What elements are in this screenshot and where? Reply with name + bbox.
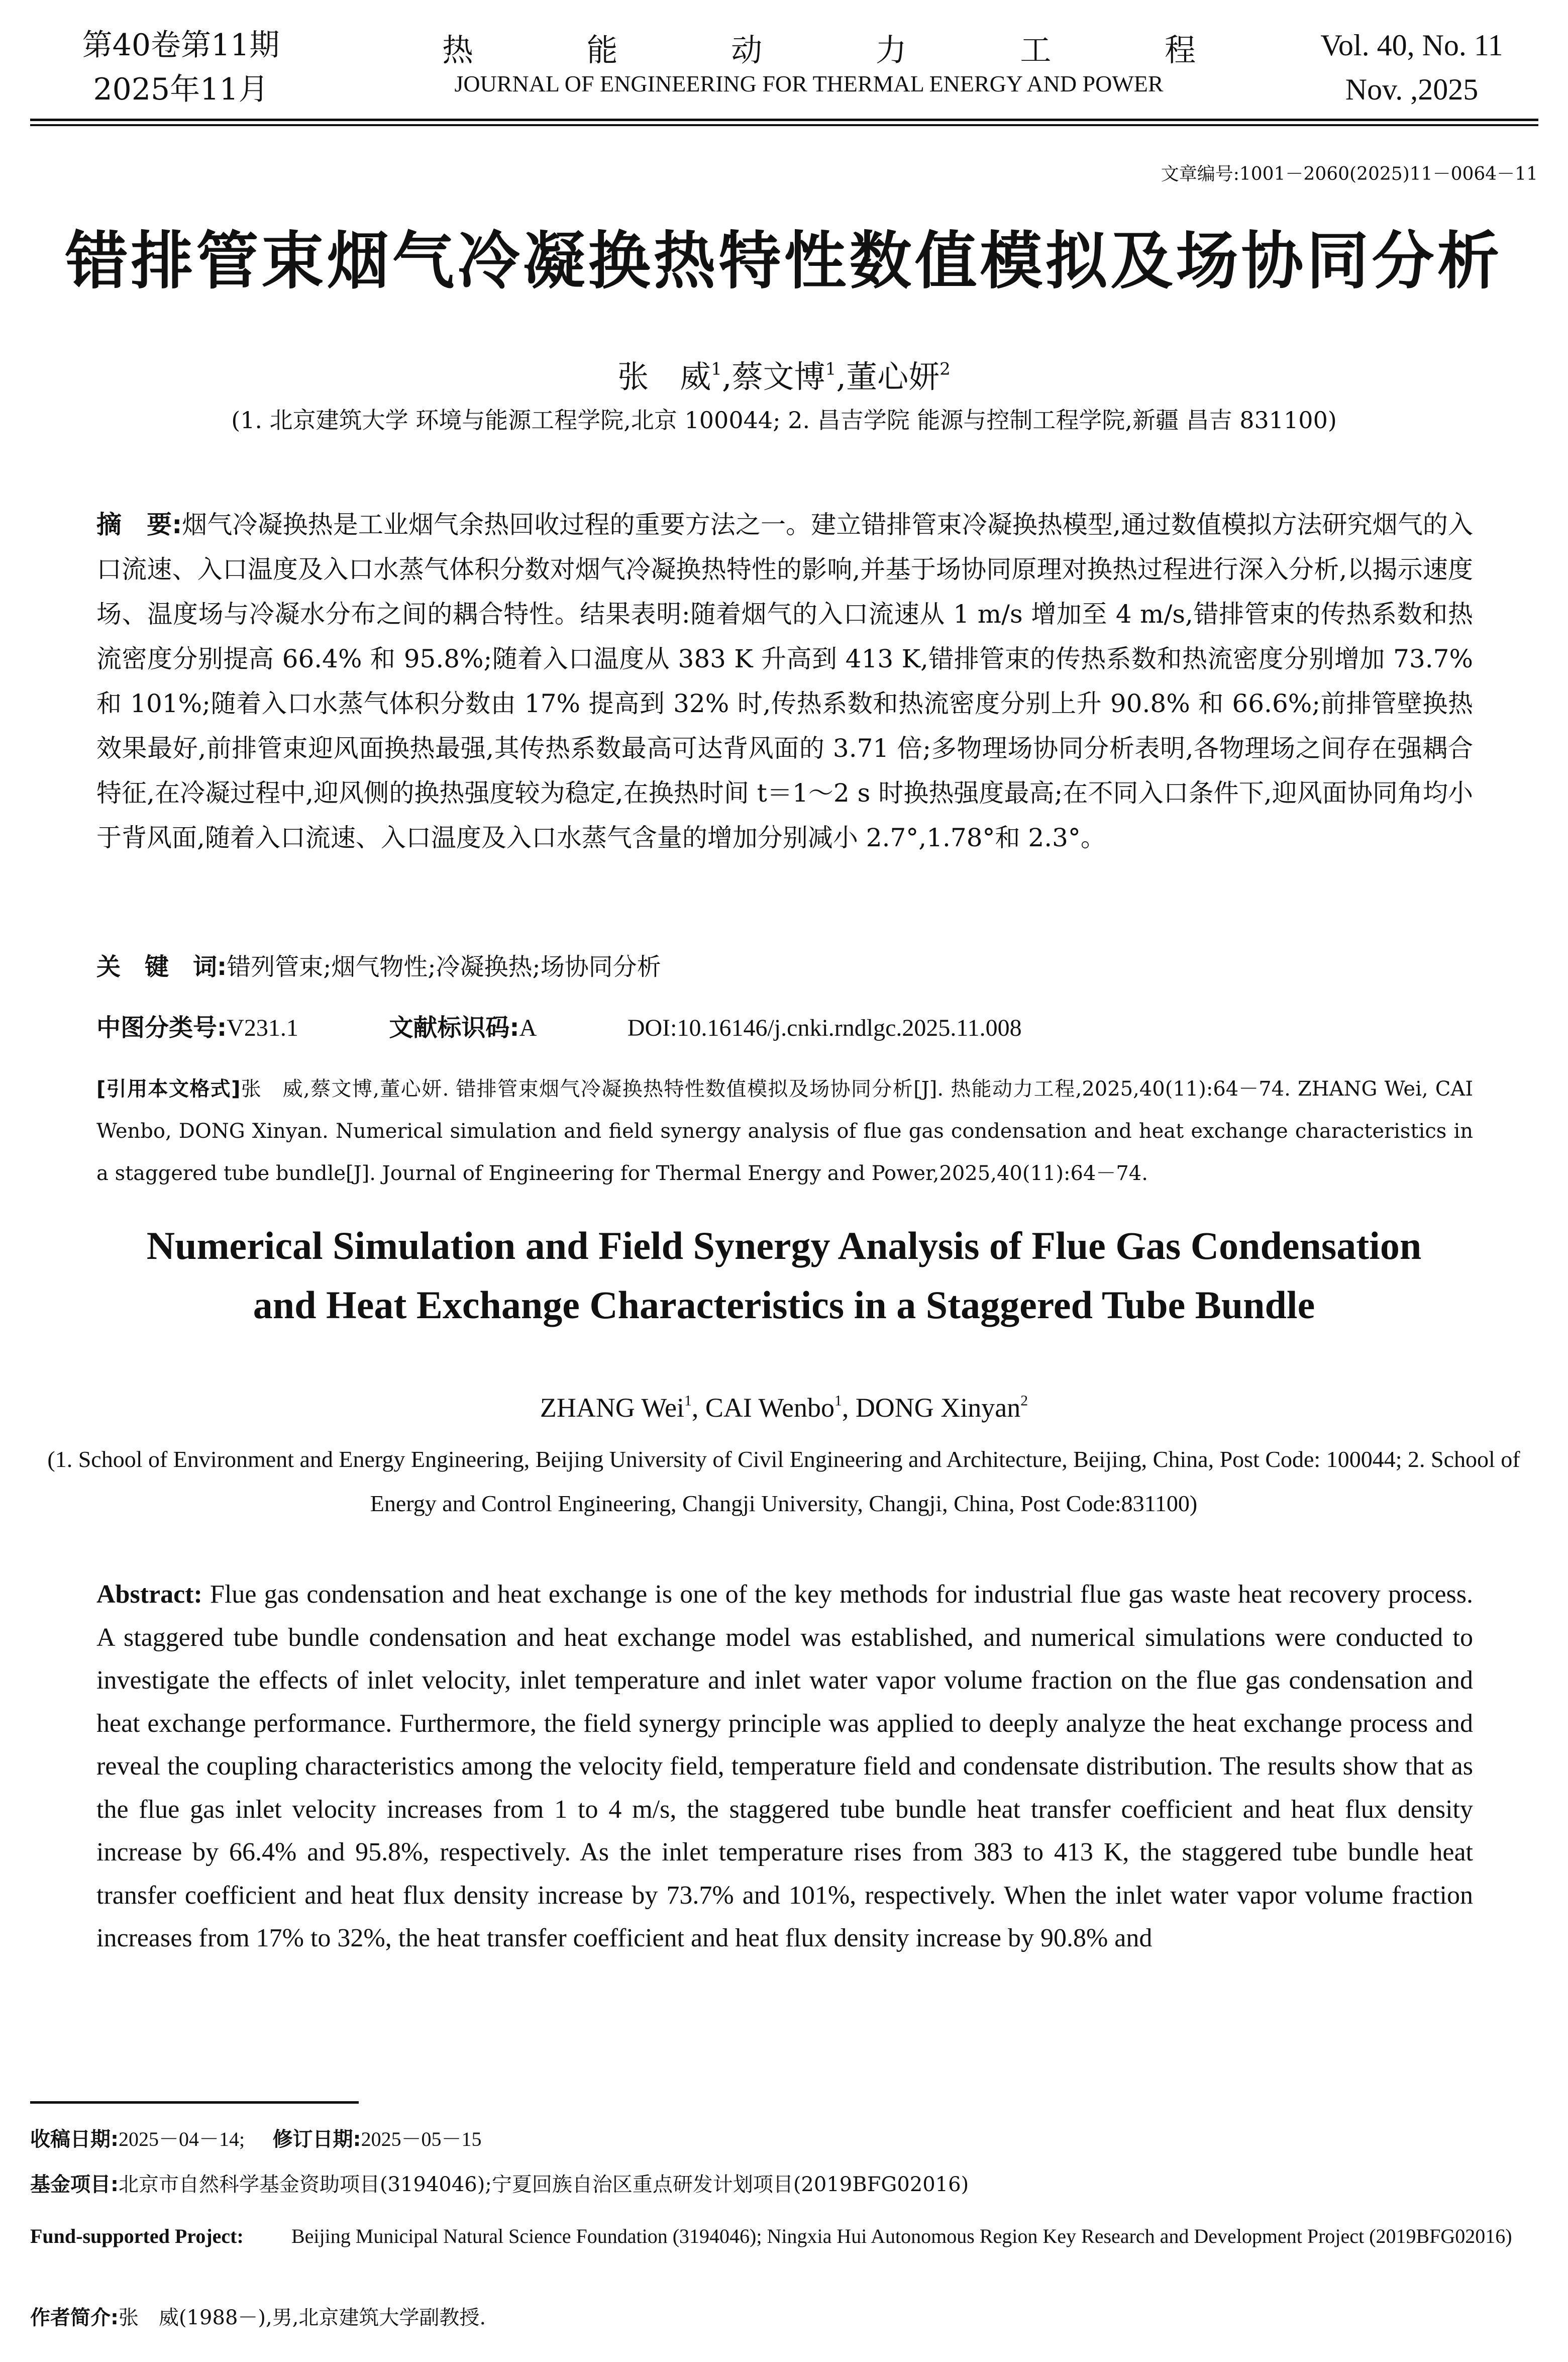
author-bio-footnote bbox=[30, 2302, 486, 2330]
affiliation-marker: 1 bbox=[834, 1393, 842, 1409]
abstract-cn bbox=[96, 503, 1473, 860]
received-label: 收稿日期: bbox=[30, 2128, 119, 2151]
header-rule-top bbox=[30, 119, 1538, 121]
author-name: 张 威 bbox=[617, 358, 711, 395]
issue-date-cn: 2025年11月 bbox=[93, 72, 269, 107]
authors-en bbox=[0, 1392, 1568, 1423]
citation-label: [引用本文格式] bbox=[96, 1077, 241, 1101]
page-title-cn: 错排管束烟气冷凝换热特性数值模拟及场协同分析 bbox=[65, 225, 1503, 298]
affiliation-marker: 1 bbox=[684, 1393, 692, 1409]
citation-text: 张 威,蔡文博,董心妍. 错排管束烟气冷凝换热特性数值模拟及场协同分析[J]. 热能动力工程,2025,40(11):64－74. ZHANG Wei, CAI Wenbo, DONG Xinyan. Numerical simulation and field synergy analysis of flue gas condensation and heat exchange characteristics in a staggered tube bundle[J]. Journal of Engineering for Thermal Energy and Power,2025,40(11):64－74. bbox=[96, 1077, 1474, 1185]
title-en-line1: Numerical Simulation and Field Synergy Analysis of Flue Gas Condensation bbox=[146, 1224, 1422, 1267]
footnote-rule bbox=[30, 2101, 359, 2104]
author-name: DONG Xinyan bbox=[855, 1393, 1021, 1423]
affiliation-en: (1. School of Environment and Energy Engineering, Beijing University of Civil Engineering and Architecture, Beijing, China, Post Code: 100044; 2. School of Energy and Control Engineering, Changji University, Changji, China, Post Code:831100) bbox=[47, 1446, 1520, 1516]
journal-name-cn bbox=[442, 25, 1196, 70]
doi-link[interactable]: DOI:10.16146/j.cnki.rndlgc.2025.11.008 bbox=[627, 1015, 1022, 1041]
issue-volume-cn: 第40卷第11期 bbox=[82, 28, 280, 63]
separator: , bbox=[836, 358, 847, 395]
received-date: 2025－04－14; bbox=[119, 2128, 245, 2150]
journal-char: 能 bbox=[586, 32, 618, 68]
fund-en-text: Beijing Municipal Natural Science Foundation (3194046); Ningxia Hui Autonomous Region Key Research and Development Project (2019BFG02016) bbox=[291, 2225, 1512, 2247]
author-bio-text: 张 威(1988－),男,北京建筑大学副教授. bbox=[119, 2306, 486, 2329]
abstract-en bbox=[96, 1573, 1473, 1960]
separator: , bbox=[721, 358, 732, 395]
doc-code-label: 文献标识码: bbox=[389, 1014, 519, 1042]
abstract-cn-text: 烟气冷凝换热是工业烟气余热回收过程的重要方法之一。建立错排管束冷凝换热模型,通过数值模拟方法研究烟气的入口流速、入口温度及入口水蒸气体积分数对烟气冷凝换热特性的影响,并基于场协同原理对换热过程进行深入分析,以揭示速度场、温度场与冷凝水分布之间的耦合特性。结果表明:随着烟气的入口流速从 1 m/s 增加至 4 m/s,错排管束的传热系数和热流密度分别提高 66.4% 和 95.8%;随着入口温度从 383 K 升高到 413 K,错排管束的传热系数和热流密度分别增加 73.7% 和 101%;随着入口水蒸气体积分数由 17% 提高到 32% 时,传热系数和热流密度分别上升 90.8% 和 66.6%;前排管壁换热效果最好,前排管束迎风面换热最强,其传热系数最高可达背风面的 3.71 倍;多物理场协同分析表明,各物理场之间存在强耦合特征,在冷凝过程中,迎风侧的换热强度较为稳定,在换热时间 t＝1～2 s 时换热强度最高;在不同入口条件下,迎风面协同角均小于背风面,随着入口流速、入口温度及入口水蒸气含量的增加分别减小 2.7°,1.78°和 2.3°。 bbox=[96, 510, 1473, 852]
revised-date: 2025－05－15 bbox=[361, 2128, 482, 2150]
affiliation-marker: 1 bbox=[825, 359, 837, 379]
journal-char: 程 bbox=[1164, 32, 1196, 68]
fund-cn-footnote bbox=[30, 2169, 969, 2197]
separator: , bbox=[691, 1393, 705, 1423]
journal-char: 工 bbox=[1020, 32, 1052, 68]
separator: , bbox=[842, 1393, 856, 1423]
article-number: 文章编号:1001－2060(2025)11－0064－11 bbox=[1161, 164, 1538, 184]
affiliation-cn: (1. 北京建筑大学 环境与能源工程学院,北京 100044; 2. 昌吉学院 能源与控制工程学院,新疆 昌吉 831100) bbox=[231, 407, 1337, 434]
title-en-line2: and Heat Exchange Characteristics in a Staggered Tube Bundle bbox=[253, 1283, 1315, 1327]
citation-format bbox=[96, 1068, 1473, 1195]
abstract-cn-label: 摘 要: bbox=[96, 510, 182, 539]
dates-footnote bbox=[30, 2123, 482, 2152]
author-name: ZHANG Wei bbox=[540, 1393, 684, 1423]
issue-date-en: Nov. ,2025 bbox=[1345, 73, 1479, 106]
abstract-en-label: Abstract: bbox=[96, 1580, 202, 1609]
journal-name-en: JOURNAL OF ENGINEERING FOR THERMAL ENERGY AND POWER bbox=[454, 71, 1164, 96]
abstract-en-text: Flue gas condensation and heat exchange is one of the key methods for industrial flue gas waste heat recovery process. A staggered tube bundle condensation and heat exchange model was established, and numerical simulations were conducted to investigate the effects of inlet velocity, inlet temperature and inlet water vapor volume fraction on the flue gas condensation and heat exchange performance. Furthermore, the field synergy principle was applied to deeply analyze the heat exchange process and reveal the coupling characteristics among the velocity field, temperature field and condensate distribution. The results show that as the flue gas inlet velocity increases from 1 to 4 m/s, the staggered tube bundle heat transfer coefficient and heat flux density increase by 66.4% and 95.8%, respectively. As the inlet temperature rises from 383 to 413 K, the staggered tube bundle heat transfer coefficient and heat flux density increase by 73.7% and 101%, respectively. When the inlet water vapor volume fraction increases from 17% to 32%, the heat transfer coefficient and heat flux density increase by 90.8% and bbox=[96, 1580, 1474, 1952]
journal-char: 力 bbox=[875, 32, 907, 68]
clc-label: 中图分类号: bbox=[96, 1014, 227, 1042]
doc-code-value: A bbox=[519, 1015, 537, 1041]
header-rule-bottom bbox=[30, 124, 1538, 126]
fund-en-label: Fund-supported Project: bbox=[30, 2225, 244, 2247]
journal-char: 动 bbox=[731, 32, 763, 68]
fund-cn-text: 北京市自然科学基金资助项目(3194046);宁夏回族自治区重点研发计划项目(2019BFG02016) bbox=[119, 2173, 969, 2196]
keywords-label: 关 键 词: bbox=[96, 953, 227, 981]
journal-char: 热 bbox=[442, 32, 474, 68]
keywords-text: 错列管束;烟气物性;冷凝换热;场协同分析 bbox=[227, 953, 661, 981]
keywords-cn bbox=[96, 947, 661, 982]
author-bio-label: 作者简介: bbox=[30, 2306, 119, 2329]
fund-en-footnote bbox=[30, 2216, 1537, 2256]
volume-number-en: Vol. 40, No. 11 bbox=[1320, 29, 1503, 62]
affiliation-marker: 1 bbox=[711, 359, 722, 379]
author-name: 蔡文博 bbox=[731, 358, 825, 395]
page-title-en bbox=[0, 1216, 1568, 1335]
author-name: CAI Wenbo bbox=[705, 1393, 834, 1423]
fund-cn-label: 基金项目: bbox=[30, 2173, 119, 2196]
affiliation-marker: 2 bbox=[1020, 1393, 1028, 1409]
author-name: 董心妍 bbox=[846, 358, 940, 395]
affiliation-marker: 2 bbox=[939, 359, 951, 379]
clc-value: V231.1 bbox=[227, 1015, 298, 1041]
revised-label: 修订日期: bbox=[272, 2128, 361, 2151]
classification-row bbox=[96, 1008, 1022, 1043]
authors-cn bbox=[0, 352, 1568, 397]
